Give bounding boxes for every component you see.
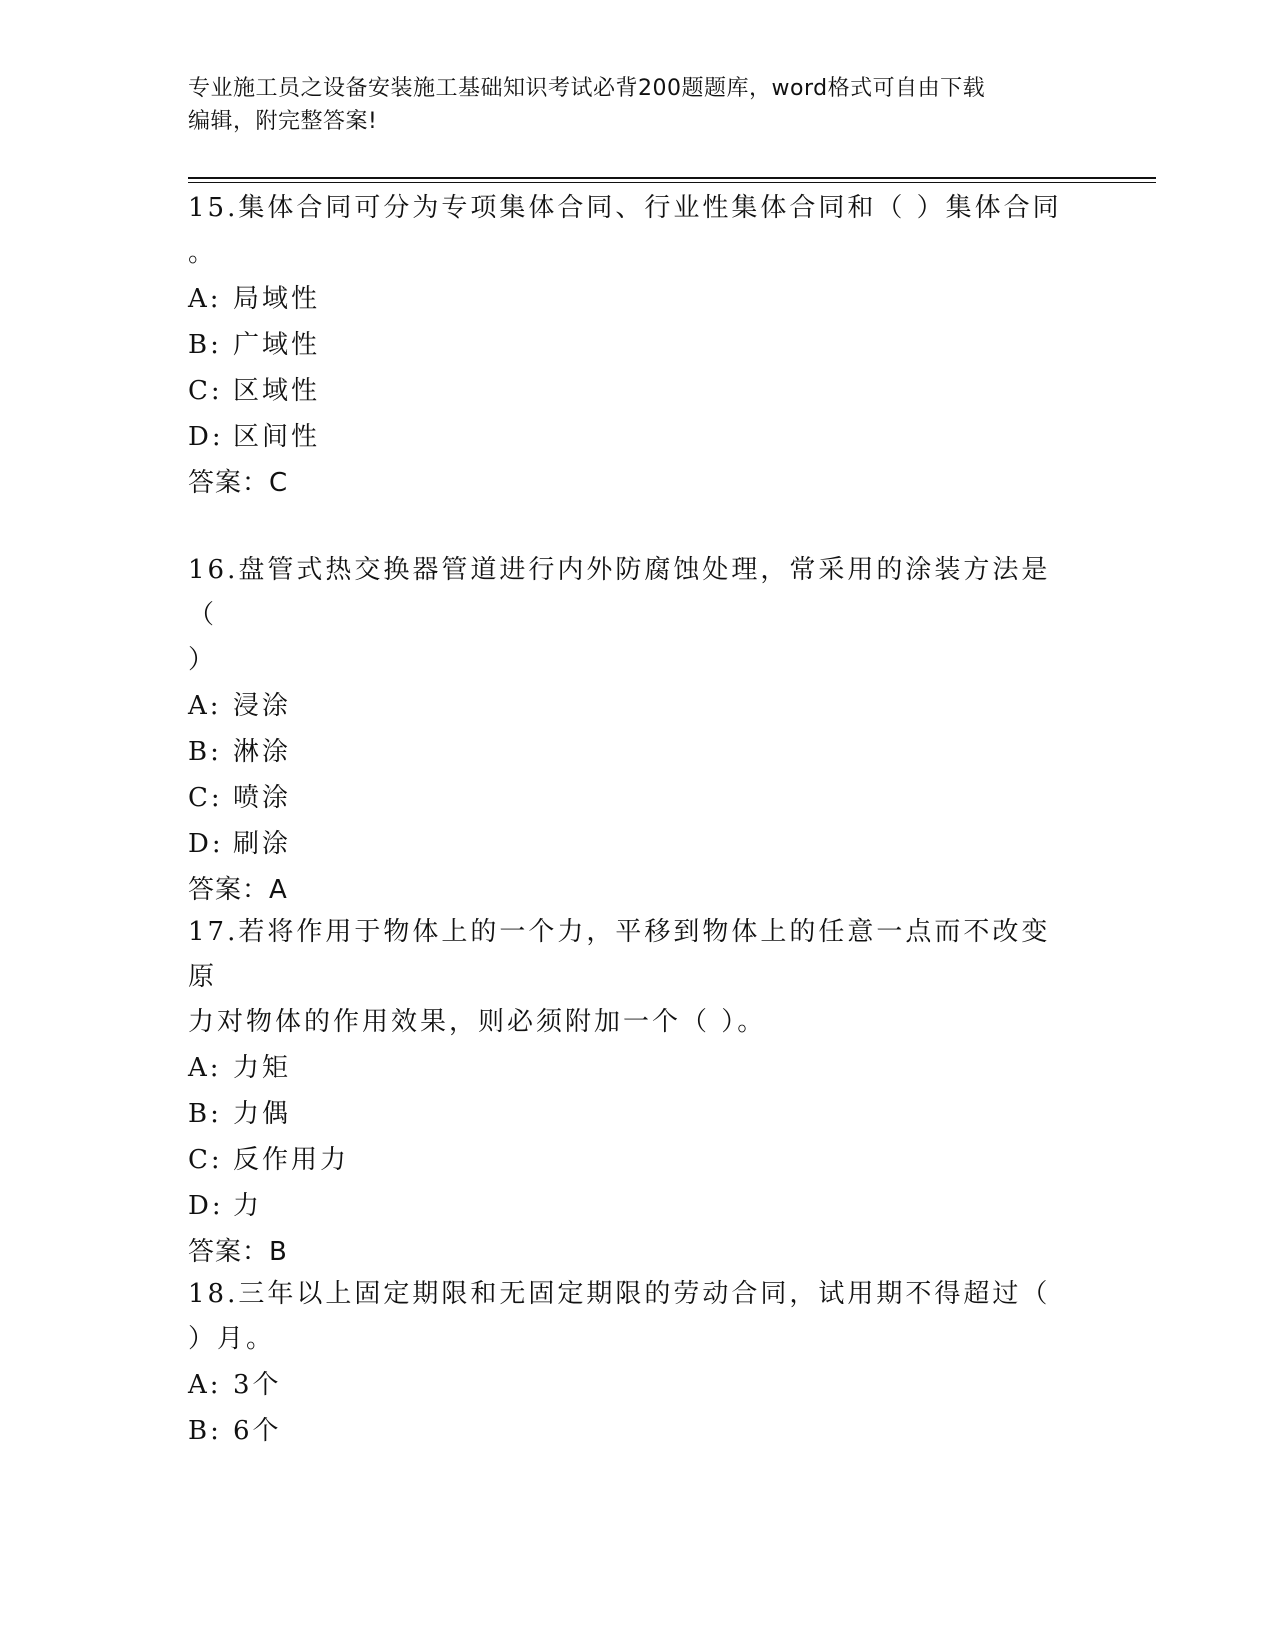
answer-line: 答案：B bbox=[188, 1237, 288, 1267]
option-text: 力偶 bbox=[233, 1099, 292, 1129]
option-a bbox=[188, 1362, 1088, 1408]
option-c bbox=[188, 368, 1088, 414]
question-text-line-2: 。 bbox=[188, 238, 218, 268]
option-text: 3个 bbox=[233, 1370, 282, 1400]
option-text: 淋涂 bbox=[233, 737, 292, 767]
option-label: A: bbox=[188, 691, 222, 721]
option-text: 力矩 bbox=[233, 1053, 292, 1083]
question-text-line-1: 15.集体合同可分为专项集体合同、行业性集体合同和（ ）集体合同 bbox=[188, 193, 1062, 223]
option-label: D: bbox=[188, 1191, 224, 1221]
option-text: 力 bbox=[233, 1191, 263, 1221]
header-divider bbox=[188, 177, 1156, 183]
option-d bbox=[188, 414, 1088, 460]
header-line-2: 编辑，附完整答案! bbox=[188, 109, 378, 134]
option-label: C: bbox=[188, 1145, 223, 1175]
option-label: A: bbox=[188, 1053, 222, 1083]
option-text: 6个 bbox=[233, 1416, 282, 1446]
option-text: 区间性 bbox=[233, 422, 321, 452]
option-a bbox=[188, 1045, 1088, 1091]
option-label: B: bbox=[188, 737, 222, 767]
option-label: C: bbox=[188, 376, 223, 406]
option-c bbox=[188, 1137, 1088, 1183]
question-text-line-2: 力对物体的作用效果，则必须附加一个（ ）。 bbox=[188, 1007, 767, 1037]
question-18 bbox=[188, 1272, 1088, 1454]
option-a bbox=[188, 683, 1088, 729]
question-text-line-1: 16.盘管式热交换器管道进行内外防腐蚀处理，常采用的涂装方法是（ bbox=[188, 555, 1051, 630]
option-d bbox=[188, 821, 1088, 867]
option-text: 局域性 bbox=[233, 284, 321, 314]
question-text-line-2: ）月。 bbox=[188, 1324, 276, 1354]
option-label: B: bbox=[188, 1099, 222, 1129]
option-d bbox=[188, 1183, 1088, 1229]
option-label: C: bbox=[188, 783, 223, 813]
question-15 bbox=[188, 186, 1088, 506]
question-16 bbox=[188, 548, 1088, 913]
option-a bbox=[188, 276, 1088, 322]
option-text: 浸涂 bbox=[233, 691, 292, 721]
answer-line: 答案：A bbox=[188, 875, 288, 905]
option-label: A: bbox=[188, 1370, 222, 1400]
option-b bbox=[188, 729, 1088, 775]
option-b bbox=[188, 322, 1088, 368]
option-label: A: bbox=[188, 284, 222, 314]
question-17 bbox=[188, 910, 1088, 1275]
document-header bbox=[188, 72, 1068, 138]
option-text: 广域性 bbox=[233, 330, 321, 360]
option-label: D: bbox=[188, 829, 224, 859]
option-text: 喷涂 bbox=[233, 783, 292, 813]
option-text: 刷涂 bbox=[233, 829, 292, 859]
question-text-line-1: 17.若将作用于物体上的一个力，平移到物体上的任意一点而不改变原 bbox=[188, 917, 1051, 992]
answer-line: 答案：C bbox=[188, 468, 289, 498]
option-text: 反作用力 bbox=[233, 1145, 350, 1175]
option-label: B: bbox=[188, 330, 222, 360]
question-text-line-1: 18.三年以上固定期限和无固定期限的劳动合同，试用期不得超过（ bbox=[188, 1279, 1051, 1309]
option-label: D: bbox=[188, 422, 224, 452]
option-label: B: bbox=[188, 1416, 222, 1446]
header-line-1: 专业施工员之设备安装施工基础知识考试必背200题题库，word格式可自由下载 bbox=[188, 76, 986, 101]
option-text: 区域性 bbox=[233, 376, 321, 406]
option-b bbox=[188, 1091, 1088, 1137]
option-c bbox=[188, 775, 1088, 821]
option-b bbox=[188, 1408, 1088, 1454]
question-text-line-2: ） bbox=[188, 645, 218, 675]
